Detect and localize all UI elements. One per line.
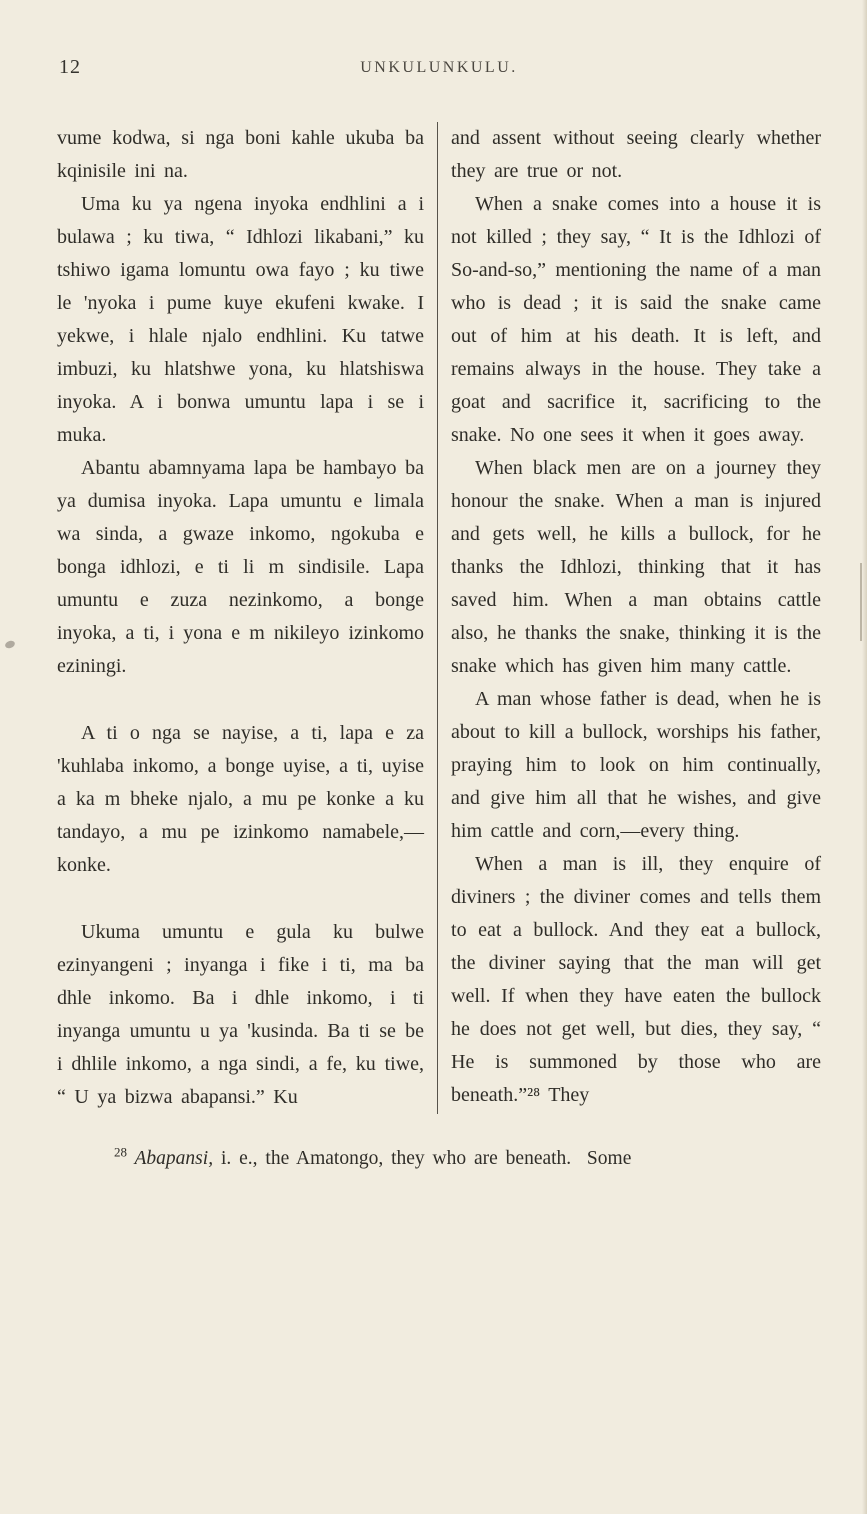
paragraph: A man whose father is dead, when he is about to kill a bullock, worships his father, praying him to look on him continually, and give him all that he wishes, and give him cattle and corn,—every thing. <box>451 688 822 842</box>
column-divider-rule <box>437 122 438 1114</box>
paragraph: Uma ku ya ngena inyoka endhlini a i bulawa ; ku tiwa, “ Idhlozi likabani,” ku tshiwo igama lomuntu owa fayo ; ku tiwe le 'nyoka i pume kuye ekufeni kwake. I yekwe, i hlale njalo endhlini. Ku tatwe imbuzi, ku hlatshwe yona, ku hlatshiswa inyoka. A i bonwa umuntu lapa i se i muka. <box>57 193 425 446</box>
paragraph: A ti o nga se nayise, a ti, lapa e za 'kuhlaba inkomo, a bonge uyise, a ti, uyise a ka m bheke njalo, a mu pe konke a ku tandayo, a mu pe izinkomo namabele,—konke. <box>57 722 425 876</box>
paragraph: When a man is ill, they enquire of diviners ; the diviner comes and tells them to eat a bullock. And they eat a bullock, the diviner saying that the man will get well. If when they have eaten the bullock he does not get well, but dies, they say, “ He is summoned by those who are beneath.”²⁸ They <box>451 853 822 1106</box>
page-edge-shadow <box>862 0 867 1514</box>
footnote-text: i. e., the Amatongo, they who are beneath. Some <box>213 1148 632 1169</box>
paragraph: vume kodwa, si nga boni kahle ukuba ba kqinisile ini na. <box>57 127 425 182</box>
paragraph: Abantu abamnyama lapa be hambayo ba ya dumisa inyoka. Lapa umuntu e limala wa sinda, a gwaze inkomo, ngokuba e bonga idhlozi, e ti li m sindisile. Lapa umuntu e zuza nezinkomo, a bonge inyoka, a ti, i yona e m nikileyo izinkomo eziningi. <box>57 457 425 677</box>
paragraph: When black men are on a journey they honour the snake. When a man is injured and gets well, he kills a bullock, for he thanks the Idhlozi, thinking that it has saved him. When a man obtains cattle also, he thanks the snake, thinking it is the snake which has given him many cattle. <box>451 457 822 677</box>
running-title: UNKULUNKULU. <box>360 59 518 76</box>
ink-speck-artifact <box>4 640 16 650</box>
footnote <box>57 1144 821 1174</box>
footnote-marker: 28 <box>114 1144 127 1160</box>
page-header <box>57 56 821 82</box>
paragraph: and assent without seeing clearly whether they are true or not. <box>451 127 822 182</box>
page-number: 12 <box>59 56 81 78</box>
zulu-column <box>57 122 424 1114</box>
english-column <box>451 122 821 1114</box>
paragraph: Ukuma umuntu e gula ku bulwe ezinyangeni ; inyanga i fike i ti, ma ba dhle inkomo. Ba i dhle inkomo, i ti inyanga umuntu u ya 'kusinda. Ba ti se be i dhlile inkomo, a nga sindi, a fe, ku tiwe, “ U ya bizwa abapansi.” Ku <box>57 921 425 1108</box>
footnote-term: Abapansi, <box>127 1148 214 1169</box>
paragraph: When a snake comes into a house it is not killed ; they say, “ It is the Idhlozi of So-and-so,” mentioning the name of a man who is dead ; it is said the snake came out of him at his death. It is left, and remains always in the house. They take a goat and sacrifice it, sacrificing to the snake. No one sees it when it goes away. <box>451 193 822 446</box>
text-columns <box>57 122 821 1114</box>
